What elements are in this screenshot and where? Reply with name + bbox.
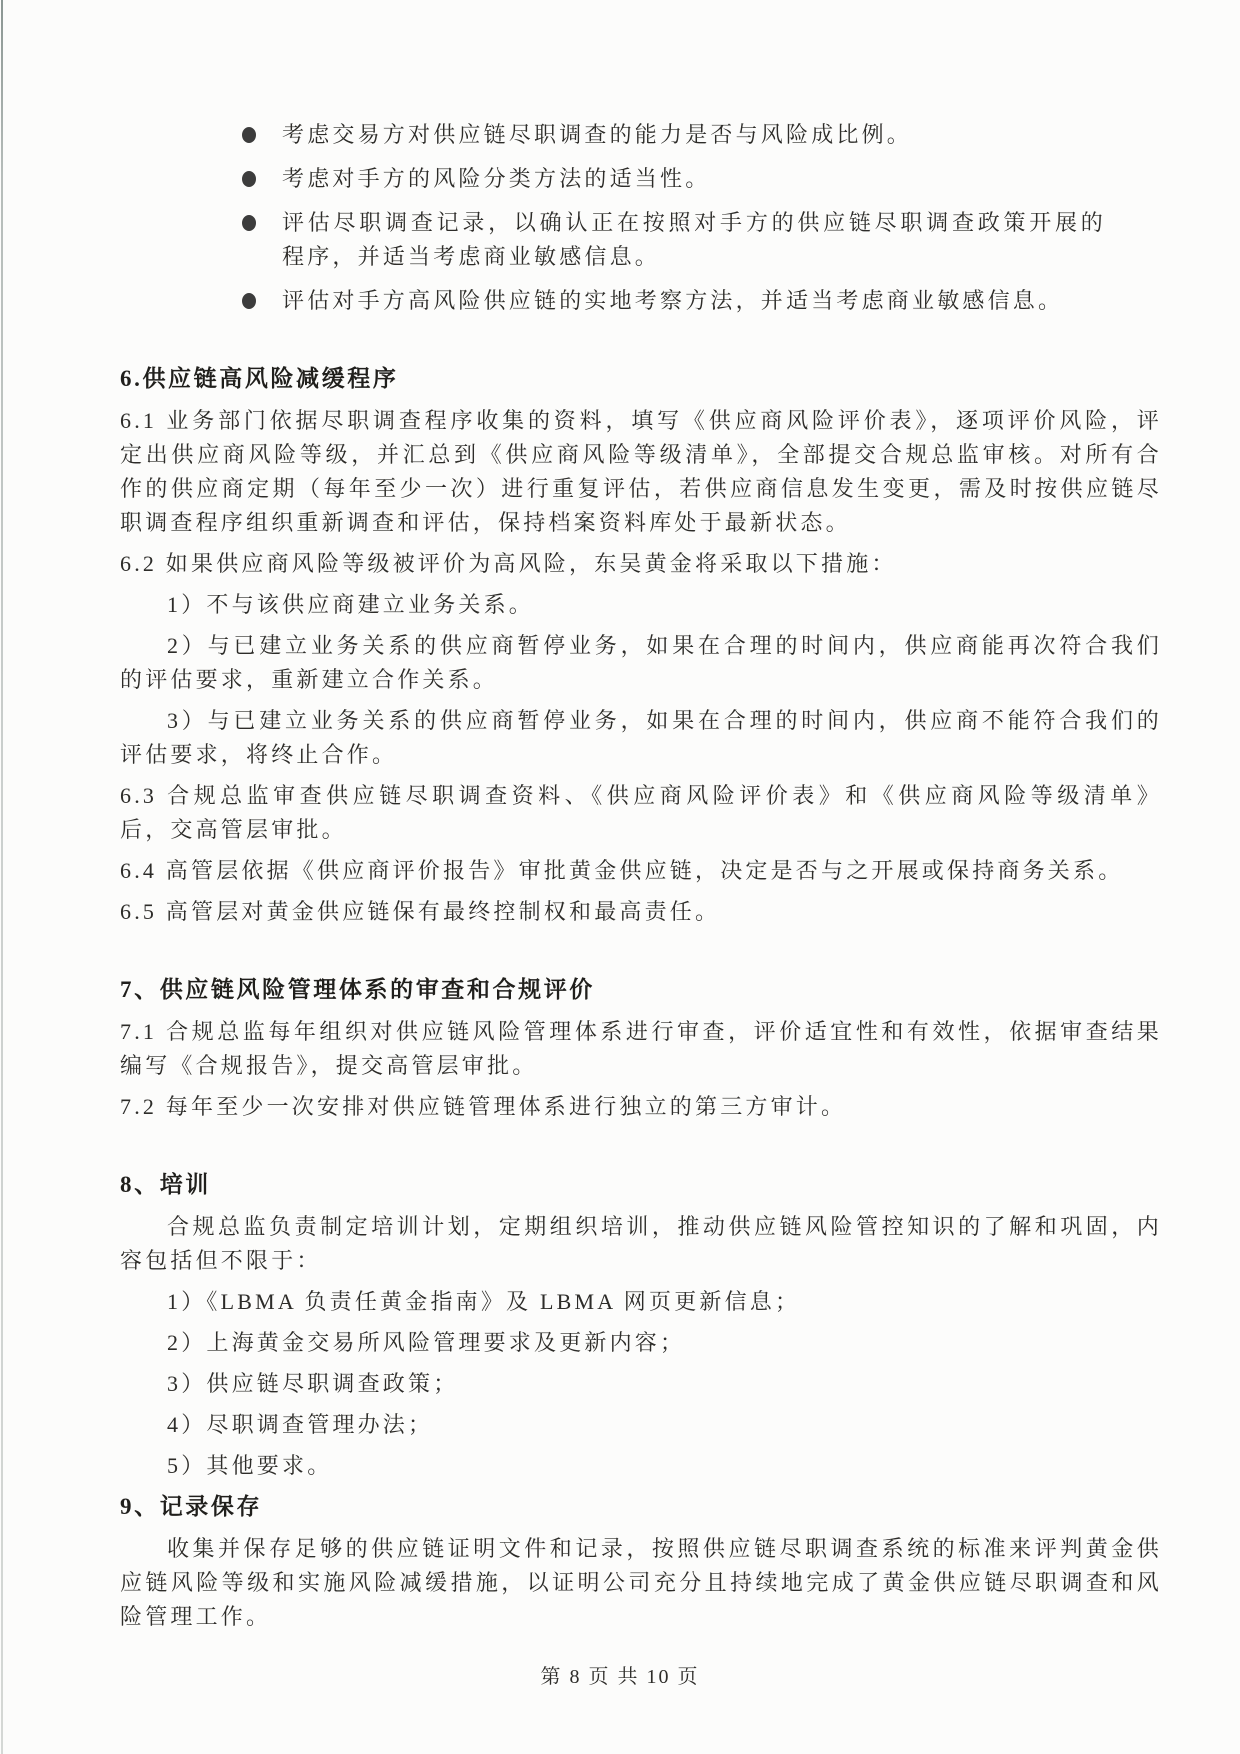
list-item-8-1: 1）《LBMA 负责任黄金指南》及 LBMA 网页更新信息； <box>167 1289 801 1314</box>
bullet-text: 评估对手方高风险供应链的实地考察方法，并适当考虑商业敏感信息。 <box>282 288 1064 313</box>
list-item-6-2-3: 3）与已建立业务关系的供应商暂停业务，如果在合理的时间内，供应商不能符合我们的评估要求，将终止合作。 <box>120 708 1162 767</box>
bullet-text: 考虑交易方对供应链尽职调查的能力是否与风险成比例。 <box>282 122 913 147</box>
bullet-text: 评估尽职调查记录，以确认正在按照对手方的供应链尽职调查政策开展的程序，并适当考虑商业敏感信息。 <box>282 210 1106 269</box>
list-item-8-5: 5）其他要求。 <box>167 1453 333 1478</box>
bullet-item <box>120 206 1162 274</box>
paragraph-6-5: 6.5 高管层对黄金供应链保有最终控制权和最高责任。 <box>120 899 721 924</box>
paragraph-9-body: 收集并保存足够的供应链证明文件和记录，按照供应链尽职调查系统的标准来评判黄金供应链风险等级和实施风险减缓措施，以证明公司充分且持续地完成了黄金供应链尽职调查和风险管理工作。 <box>120 1536 1162 1629</box>
list-item-6-2-1: 1）不与该供应商建立业务关系。 <box>167 592 535 617</box>
list-item-6-2-2: 2）与已建立业务关系的供应商暂停业务，如果在合理的时间内，供应商能再次符合我们的评估要求，重新建立合作关系。 <box>120 633 1162 692</box>
bullet-item <box>120 118 1162 152</box>
paragraph-7-2: 7.2 每年至少一次安排对供应链管理体系进行独立的第三方审计。 <box>120 1094 847 1119</box>
bullet-icon <box>242 127 256 143</box>
section-9-heading: 9、记录保存 <box>120 1494 263 1519</box>
section-6-heading: 6.供应链高风险减缓程序 <box>120 366 399 391</box>
section-7-heading: 7、供应链风险管理体系的审查和合规评价 <box>120 977 595 1002</box>
bullet-item <box>120 162 1162 196</box>
page-footer <box>0 1660 1240 1689</box>
bullet-text: 考虑对手方的风险分类方法的适当性。 <box>282 166 711 191</box>
bullet-icon <box>242 215 256 231</box>
section-8-heading: 8、培训 <box>120 1172 211 1197</box>
bullet-item <box>120 284 1162 318</box>
document-content <box>120 118 1162 1641</box>
bullet-icon <box>242 293 256 309</box>
paragraph-6-4: 6.4 高管层依据《供应商评价报告》审批黄金供应链，决定是否与之开展或保持商务关系。 <box>120 858 1124 883</box>
paragraph-6-2: 6.2 如果供应商风险等级被评价为高风险，东吴黄金将采取以下措施： <box>120 551 897 576</box>
list-item-8-4: 4）尽职调查管理办法； <box>167 1412 434 1437</box>
paragraph-8-intro: 合规总监负责制定培训计划，定期组织培训，推动供应链风险管控知识的了解和巩固，内容包括但不限于： <box>120 1214 1162 1273</box>
paragraph-6-3: 6.3 合规总监审查供应链尽职调查资料、《供应商风险评价表》和《供应商风险等级清单》后，交高管层审批。 <box>120 783 1162 842</box>
paragraph-6-1: 6.1 业务部门依据尽职调查程序收集的资料，填写《供应商风险评价表》，逐项评价风险，评定出供应商风险等级，并汇总到《供应商风险等级清单》，全部提交合规总监审核。对所有合作的供应商定期（每年至少一次）进行重复评估，若供应商信息发生变更，需及时按供应链尽职调查程序组织重新调查和评估，保持档案资料库处于最新状态。 <box>120 408 1162 535</box>
bullet-list <box>120 118 1162 318</box>
list-item-8-3: 3）供应链尽职调查政策； <box>167 1371 459 1396</box>
page-number-label: 第 8 页 共 10 页 <box>540 1666 700 1688</box>
paragraph-7-1: 7.1 合规总监每年组织对供应链风险管理体系进行审查，评价适宜性和有效性，依据审查结果编写《合规报告》，提交高管层审批。 <box>120 1019 1162 1078</box>
list-item-8-2: 2）上海黄金交易所风险管理要求及更新内容； <box>167 1330 686 1355</box>
bullet-icon <box>242 171 256 187</box>
scan-edge-artifact <box>1 0 3 1754</box>
